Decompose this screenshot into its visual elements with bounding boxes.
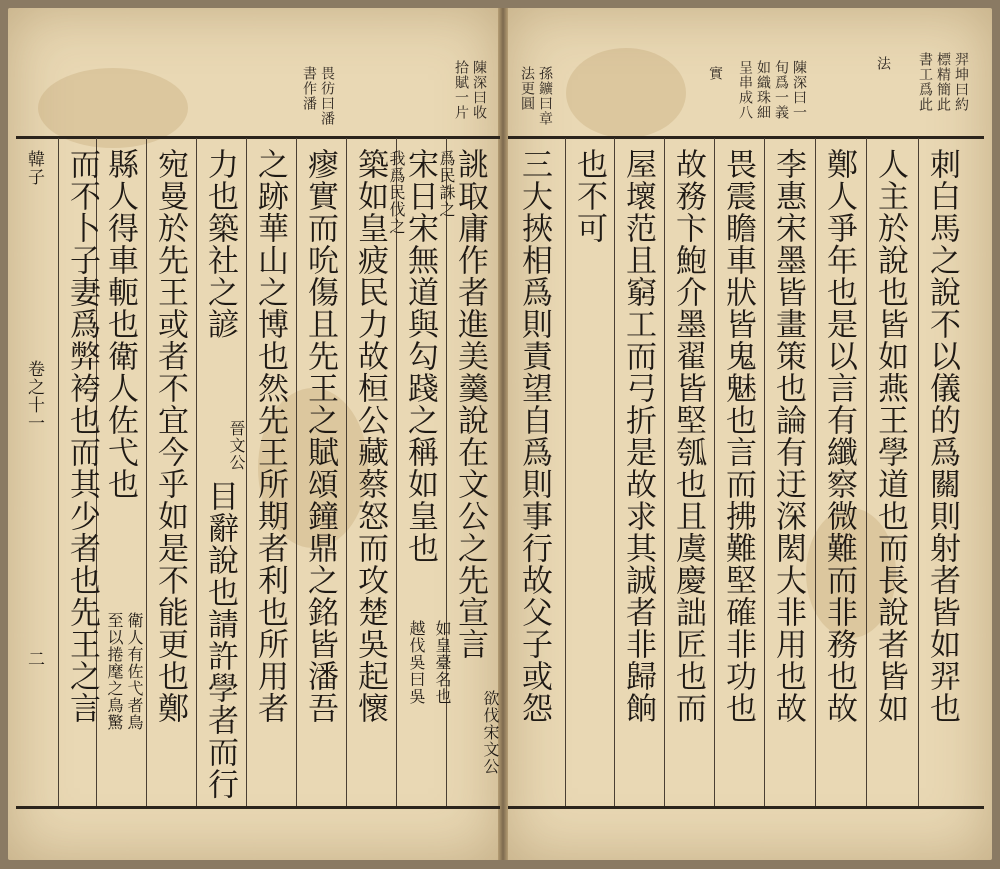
inline-note: 至以捲麾之鳥驚 xyxy=(105,612,124,731)
head-note: 呈串成八 xyxy=(737,60,753,120)
text-column: 刺白馬之說不以儀的爲關則射者皆如羿也 xyxy=(924,148,960,724)
text-column: 也不可 xyxy=(571,148,607,244)
book-title: 韓子 xyxy=(24,150,44,186)
text-column: 目辭說也請許學者而行 xyxy=(202,480,238,800)
text-column: 瘳實而吮傷且先王之賦頌鐘鼎之銘皆潘吾 xyxy=(302,148,338,724)
inline-note: 衛人有佐弋者鳥 xyxy=(125,612,144,731)
head-note: 法更圓 xyxy=(519,66,535,111)
inline-note: 晉文公 xyxy=(227,420,246,471)
inline-note: 欲伐宋文公 xyxy=(481,690,500,775)
text-column: 宛曼於先王或者不宜今乎如是不能更也鄭 xyxy=(152,148,188,724)
text-column: 築如皇疲民力故桓公藏蔡怒而攻楚吳起懷 xyxy=(352,148,388,724)
text-column: 三大挾相爲則責望自爲則事行故父子或怨 xyxy=(516,148,552,724)
folio-number: 二 xyxy=(24,650,44,668)
volume-label: 卷之十一 xyxy=(24,360,44,432)
head-note: 旬爲一義 xyxy=(773,60,789,120)
text-column: 屋壞范且窮工而弓折是故求其誠者非歸餉 xyxy=(620,148,656,724)
inline-note: 爲民誅之 xyxy=(437,150,456,218)
head-note: 陳深曰收 xyxy=(471,60,487,120)
head-note: 陳深曰一 xyxy=(791,60,807,120)
head-note: 標精簡此 xyxy=(935,52,951,112)
left-top-rule xyxy=(16,136,500,139)
head-note: 實 xyxy=(707,66,723,81)
inline-note: 我爲民伐之 xyxy=(387,150,406,235)
head-note: 書作潘 xyxy=(301,66,317,111)
head-note: 法 xyxy=(875,56,891,71)
text-column: 鄭人爭年也是以言有纖察微難而非務也故 xyxy=(821,148,857,724)
text-column: 故務卞鮑介墨翟皆堅瓠也且虞慶詘匠也而 xyxy=(670,148,706,724)
inline-note: 越伐吳曰吳 xyxy=(407,620,426,705)
head-note: 拾賦一片 xyxy=(453,60,469,120)
inline-note: 如皇臺名也 xyxy=(433,620,452,705)
text-column: 誂取庸作者進美羹說在文公之先宣言 xyxy=(452,148,488,660)
head-note: 書工爲此 xyxy=(917,52,933,112)
head-note: 羿坤曰約 xyxy=(953,52,969,112)
text-column: 縣人得車軛也衛人佐弋也 xyxy=(102,148,138,500)
text-column: 畏震瞻車狀皆鬼魅也言而拂難堅確非功也 xyxy=(720,148,756,724)
text-column: 而不卜子妻爲弊袴也而其少者也先王之言 xyxy=(64,148,100,724)
head-note: 如織珠細 xyxy=(755,60,771,120)
text-column: 人主於說也皆如燕王學道也而長說者皆如 xyxy=(872,148,908,724)
right-bottom-rule xyxy=(508,806,984,809)
left-bottom-rule xyxy=(16,806,500,809)
text-column: 之跡華山之博也然先王所期者利也所用者 xyxy=(252,148,288,724)
text-column: 宋日宋無道與勾踐之稱如皇也 xyxy=(402,148,438,564)
head-note: 孫鑛曰章 xyxy=(537,66,553,126)
head-note: 畏彷曰潘 xyxy=(319,66,335,126)
text-column: 李惠宋墨皆畫策也論有迂深閎大非用也故 xyxy=(770,148,806,724)
right-top-rule xyxy=(508,136,984,139)
text-column: 力也築社之諺 xyxy=(202,148,238,340)
